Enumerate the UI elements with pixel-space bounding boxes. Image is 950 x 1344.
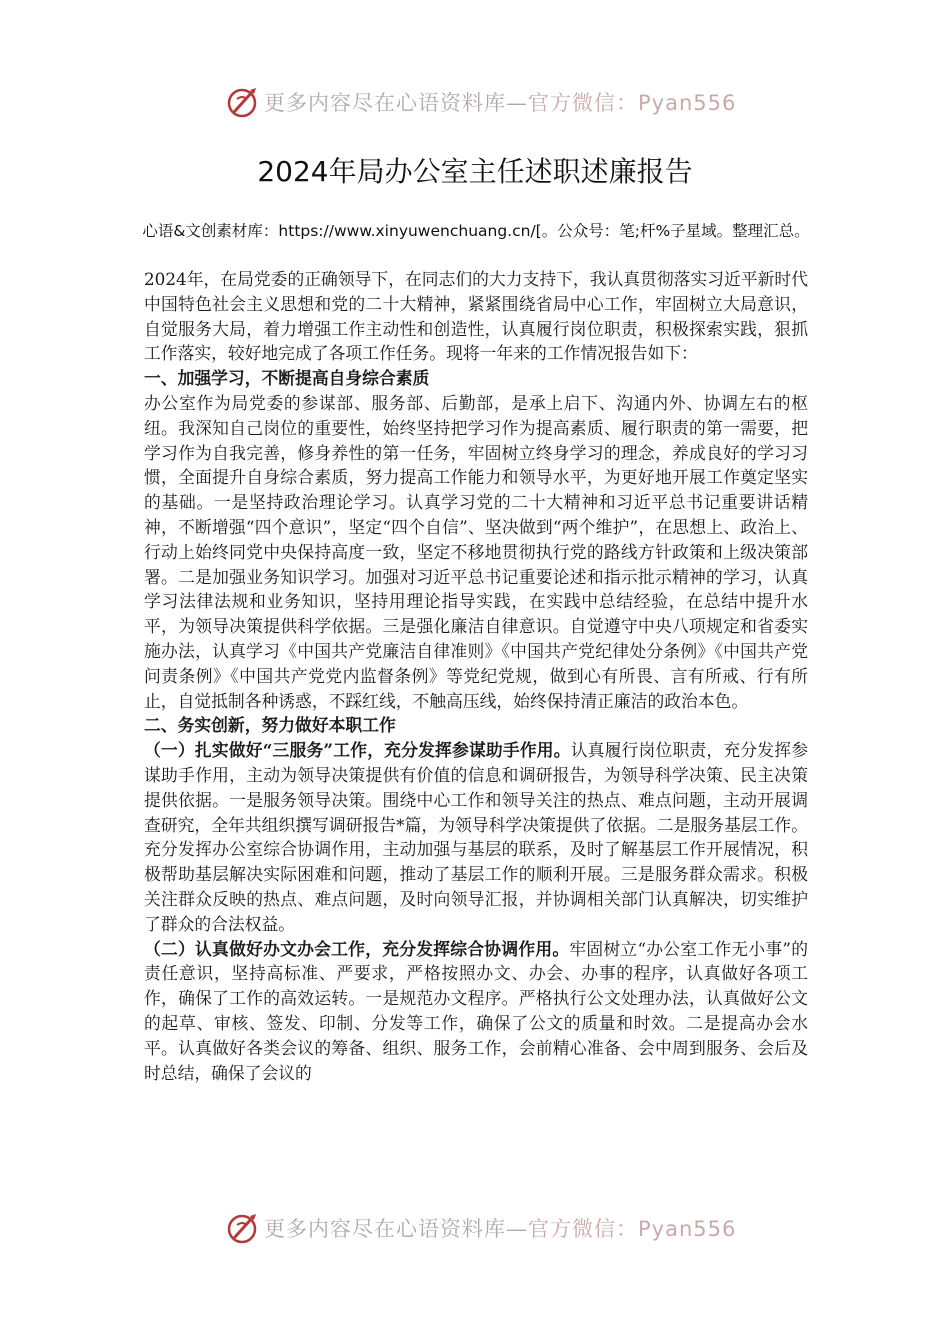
section-heading-2: 二、务实创新，努力做好本职工作 bbox=[144, 715, 396, 736]
header-banner bbox=[226, 82, 737, 122]
pen-logo-icon bbox=[226, 1211, 260, 1245]
pen-logo-icon bbox=[226, 85, 260, 119]
source-line: 心语&文创素材库：https://www.xinyuwenchuang.cn/[。公众号：笔;杆%子星域。整理汇总。 bbox=[142, 222, 810, 240]
page-title: 2024年局办公室主任述职述廉报告 bbox=[257, 155, 693, 188]
document-body bbox=[144, 267, 808, 1085]
subsection-2-lead: （二）认真做好办文办会工作，充分发挥综合协调作用。 bbox=[144, 938, 570, 959]
banner-text: 更多内容尽在心语资料库—官方微信：Pyan556 bbox=[264, 91, 737, 115]
subsection-2-paragraph bbox=[144, 937, 808, 1086]
footer-banner bbox=[226, 1208, 737, 1248]
section-heading-1: 一、加强学习，不断提高自身综合素质 bbox=[144, 368, 430, 389]
banner-text: 更多内容尽在心语资料库—官方微信：Pyan556 bbox=[264, 1217, 737, 1241]
section-1-paragraph: 办公室作为局党委的参谋部、服务部、后勤部，是承上启下、沟通内外、协调左右的枢纽。我深知自己岗位的重要性，始终坚持把学习作为提高素质、履行职责的第一需要，把学习作为自我完善，修身养性的第一任务，牢固树立终身学习的理念，养成良好的学习习惯，全面提升自身综合素质，努力提高工作能力和领导水平，为更好地开展工作奠定坚实的基础。一是坚持政治理论学习。认真学习党的二十大精神和习近平总书记重要讲话精神，不断增强“四个意识”，坚定“四个自信”、坚决做到“两个维护”，在思想上、政治上、行动上始终同党中央保持高度一致，坚定不移地贯彻执行党的路线方针政策和上级决策部署。二是加强业务知识学习。加强对习近平总书记重要论述和指示批示精神的学习，认真学习法律法规和业务知识，坚持用理论指导实践，在实践中总结经验，在总结中提升水平，为领导决策提供科学依据。三是强化廉洁自律意识。自觉遵守中央八项规定和省委实施办法，认真学习《中国共产党廉洁自律准则》《中国共产党纪律处分条例》《中国共产党问责条例》《中国共产党党内监督条例》等党纪党规，做到心有所畏、言有所戒、行有所止，自觉抵制各种诱惑，不踩红线，不触高压线，始终保持清正廉洁的政治本色。 bbox=[144, 392, 808, 711]
intro-paragraph: 2024年，在局党委的正确领导下，在同志们的大力支持下，我认真贯彻落实习近平新时代中国特色社会主义思想和党的二十大精神，紧紧围绕省局中心工作，牢固树立大局意识，自觉服务大局，着力增强工作主动性和创造性，认真履行岗位职责，积极探索实践，狠抓工作落实，较好地完成了各项工作任务。现将一年来的工作情况报告如下： bbox=[144, 269, 808, 364]
subsection-1-text: 认真履行岗位职责，充分发挥参谋助手作用，主动为领导决策提供有价值的信息和调研报告，为领导科学决策、民主决策提供依据。一是服务领导决策。围绕中心工作和领导关注的热点、难点问题，主动开展调查研究，全年共组织撰写调研报告*篇，为领导科学决策提供了依据。二是服务基层工作。充分发挥办公室综合协调作用，主动加强与基层的联系，及时了解基层工作开展情况，积极帮助基层解决实际困难和问题，推动了基层工作的顺利开展。三是服务群众需求。积极关注群众反映的热点、难点问题，及时向领导汇报，并协调相关部门认真解决，切实维护了群众的合法权益。 bbox=[144, 740, 808, 934]
subsection-1-paragraph bbox=[144, 738, 808, 936]
subsection-2-text: 牢固树立“办公室工作无小事”的责任意识，坚持高标准、严要求，严格按照办文、办会、办事的程序，认真做好各项工作，确保了工作的高效运转。一是规范办文程序。严格执行公文处理办法，认真做好公文的起草、审核、签发、印制、分发等工作，确保了公文的质量和时效。二是提高办会水平。认真做好各类会议的筹备、组织、服务工作，会前精心准备、会中周到服务、会后及时总结，确保了会议的 bbox=[144, 938, 808, 1083]
subsection-1-lead: （一）扎实做好“三服务”工作，充分发挥参谋助手作用。 bbox=[144, 740, 571, 761]
